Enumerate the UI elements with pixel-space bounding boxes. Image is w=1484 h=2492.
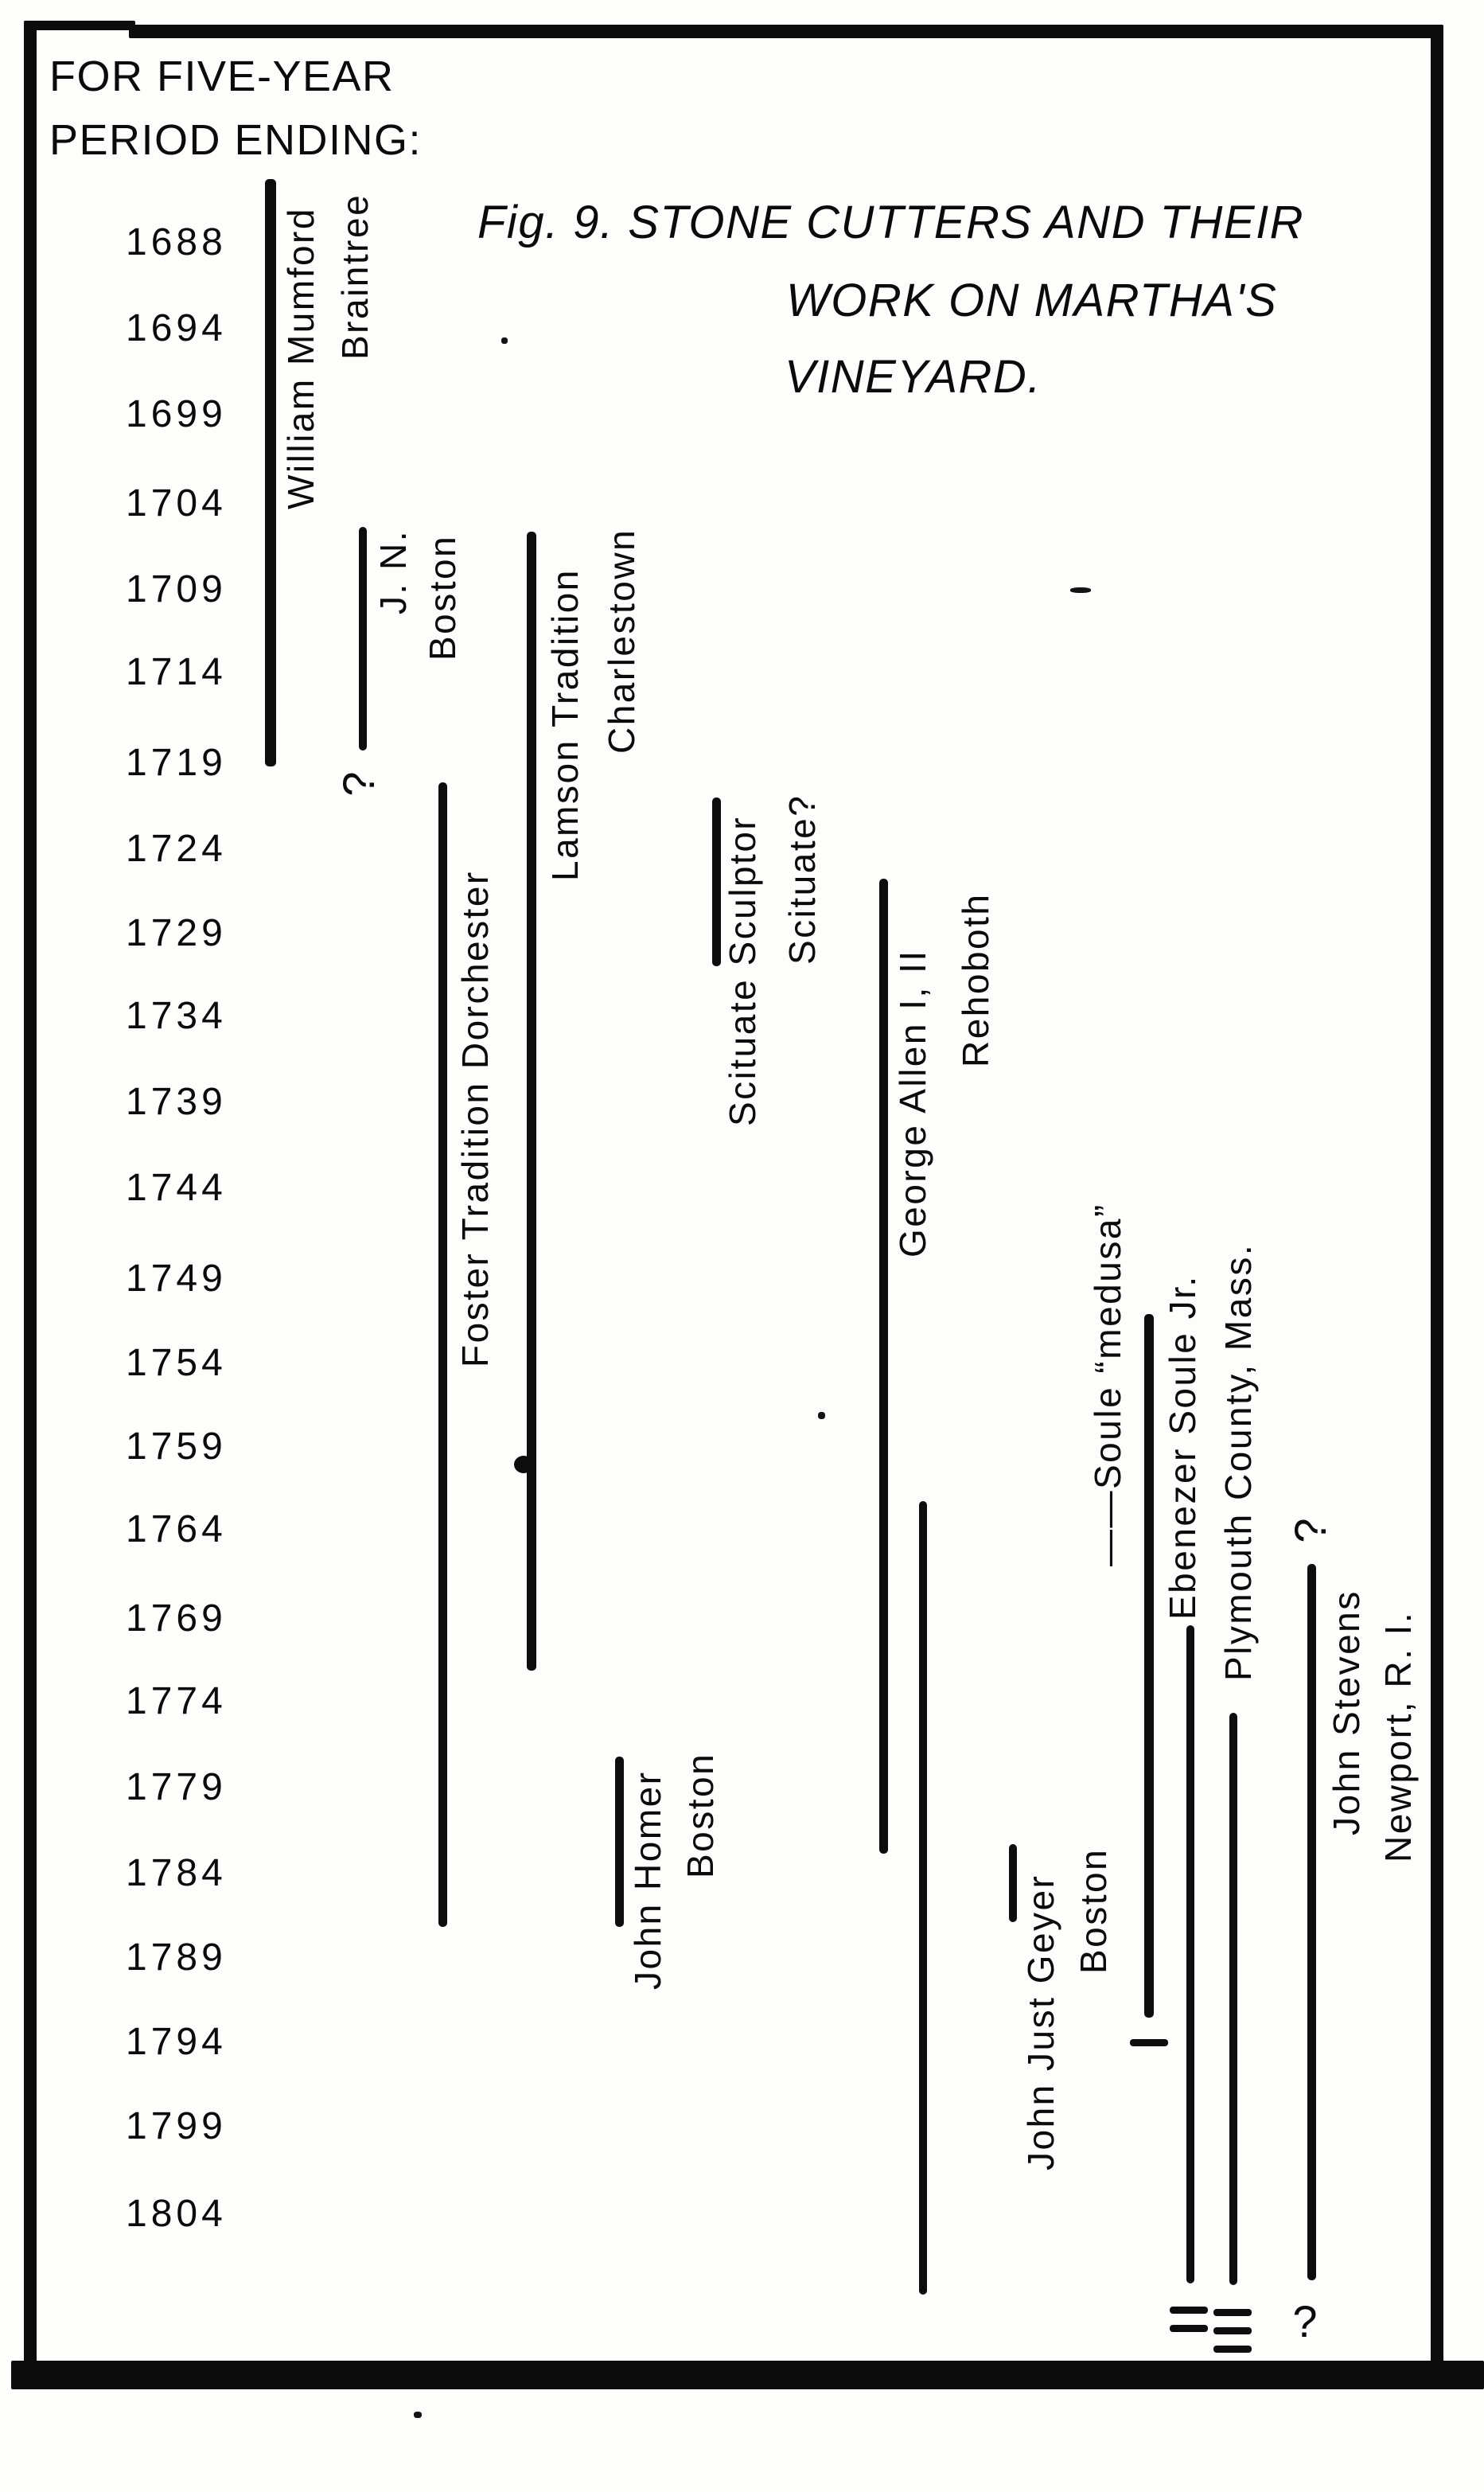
end-hatch-dash [1213, 2327, 1252, 2334]
cutter-label: Boston [1073, 1847, 1114, 1974]
end-hatch-dash [1213, 2309, 1252, 2316]
year-label: 1688 [126, 221, 227, 263]
cutter-label: William Mumford [280, 207, 321, 509]
timeline-bar [919, 1501, 927, 2295]
cutter-label: Boston [422, 534, 463, 661]
question-mark: ? [1292, 2295, 1318, 2346]
year-label: 1769 [126, 1597, 227, 1640]
question-mark: ? [333, 771, 384, 797]
year-label: 1744 [126, 1167, 227, 1209]
end-hatch-dash [1170, 2307, 1208, 2314]
year-label: 1734 [126, 995, 227, 1037]
year-label: 1699 [126, 393, 227, 435]
cutter-label: Charlestown [601, 528, 642, 754]
axis-caption-line-2: PERIOD ENDING: [49, 116, 423, 164]
frame-border-left [24, 21, 37, 2388]
frame-border-top-segment-1 [24, 21, 135, 30]
cutter-label: J. N. [372, 528, 414, 614]
scan-speck [501, 337, 508, 344]
question-mark: ? [1284, 1518, 1335, 1543]
cutter-label: John Stevens [1326, 1589, 1367, 1835]
cutter-label: Newport, R. I. [1377, 1610, 1419, 1862]
timeline-bar [359, 527, 367, 751]
year-label: 1739 [126, 1081, 227, 1123]
cutter-label: Scituate? [781, 794, 823, 965]
cutter-label: ——Soule “medusa” [1087, 1203, 1128, 1566]
year-label: 1789 [126, 1936, 227, 1979]
year-label: 1784 [126, 1852, 227, 1894]
cutter-label: Rehoboth [955, 892, 996, 1067]
year-label: 1779 [126, 1766, 227, 1808]
figure-title-line-1: Fig. 9. STONE CUTTERS AND THEIR [477, 197, 1305, 248]
year-label: 1754 [126, 1342, 227, 1384]
timeline-bar [1229, 1713, 1237, 2285]
year-label: 1694 [126, 307, 227, 349]
timeline-bar [712, 798, 721, 966]
end-hatch-dash [1213, 2346, 1252, 2353]
timeline-bar [438, 782, 447, 1927]
cutter-label: Foster Tradition Dorchester [454, 870, 496, 1367]
timeline-bar [265, 179, 276, 766]
figure-title-line-3: VINEYARD. [785, 351, 1042, 403]
axis-caption [49, 45, 422, 172]
year-label: 1714 [126, 651, 227, 693]
frame-border-bottom [11, 2361, 1484, 2389]
timeline-bar [879, 879, 888, 1854]
cutter-label: Boston [680, 1752, 721, 1878]
timeline-bar [1144, 1314, 1154, 2018]
ink-blob [514, 1456, 533, 1473]
year-label: 1724 [126, 828, 227, 870]
axis-caption-line-1: FOR FIVE-YEAR [49, 53, 395, 100]
year-label: 1709 [126, 568, 227, 610]
year-label: 1794 [126, 2021, 227, 2063]
year-label: 1759 [126, 1425, 227, 1468]
timeline-bar [527, 532, 536, 1671]
timeline-bar [1307, 1564, 1316, 2280]
scan-speck [1070, 587, 1091, 593]
cutter-label: George Allen I, II [892, 949, 933, 1258]
scan-speck [818, 1412, 825, 1419]
year-label: 1729 [126, 912, 227, 954]
year-label: 1719 [126, 742, 227, 784]
timeline-bar [1009, 1844, 1017, 1922]
end-hatch-dash [1170, 2325, 1208, 2332]
cutter-label: Lamson Tradition [544, 568, 586, 881]
year-label: 1774 [126, 1680, 227, 1722]
cutter-label: Plymouth County, Mass. [1217, 1242, 1259, 1681]
cutter-label: John Just Geyer [1020, 1874, 1061, 2170]
frame-border-top-segment-2 [129, 25, 1443, 38]
cutter-label: John Homer [627, 1770, 668, 1990]
year-label: 1799 [126, 2105, 227, 2147]
figure-title-line-2: WORK ON MARTHA'S [786, 275, 1278, 326]
cutter-label: Scituate Sculptor [722, 815, 763, 1126]
cutter-label: Braintree [334, 193, 376, 360]
year-label: 1749 [126, 1258, 227, 1300]
timeline-bar [615, 1757, 624, 1927]
cutter-label: Ebenezer Soule Jr. [1162, 1274, 1203, 1620]
end-hatch-dash [1130, 2039, 1168, 2046]
year-label: 1704 [126, 482, 227, 525]
frame-border-right [1431, 25, 1443, 2368]
year-label: 1804 [126, 2193, 227, 2235]
year-label: 1764 [126, 1508, 227, 1550]
timeline-bar [1186, 1625, 1194, 2283]
scan-speck [414, 2412, 422, 2418]
